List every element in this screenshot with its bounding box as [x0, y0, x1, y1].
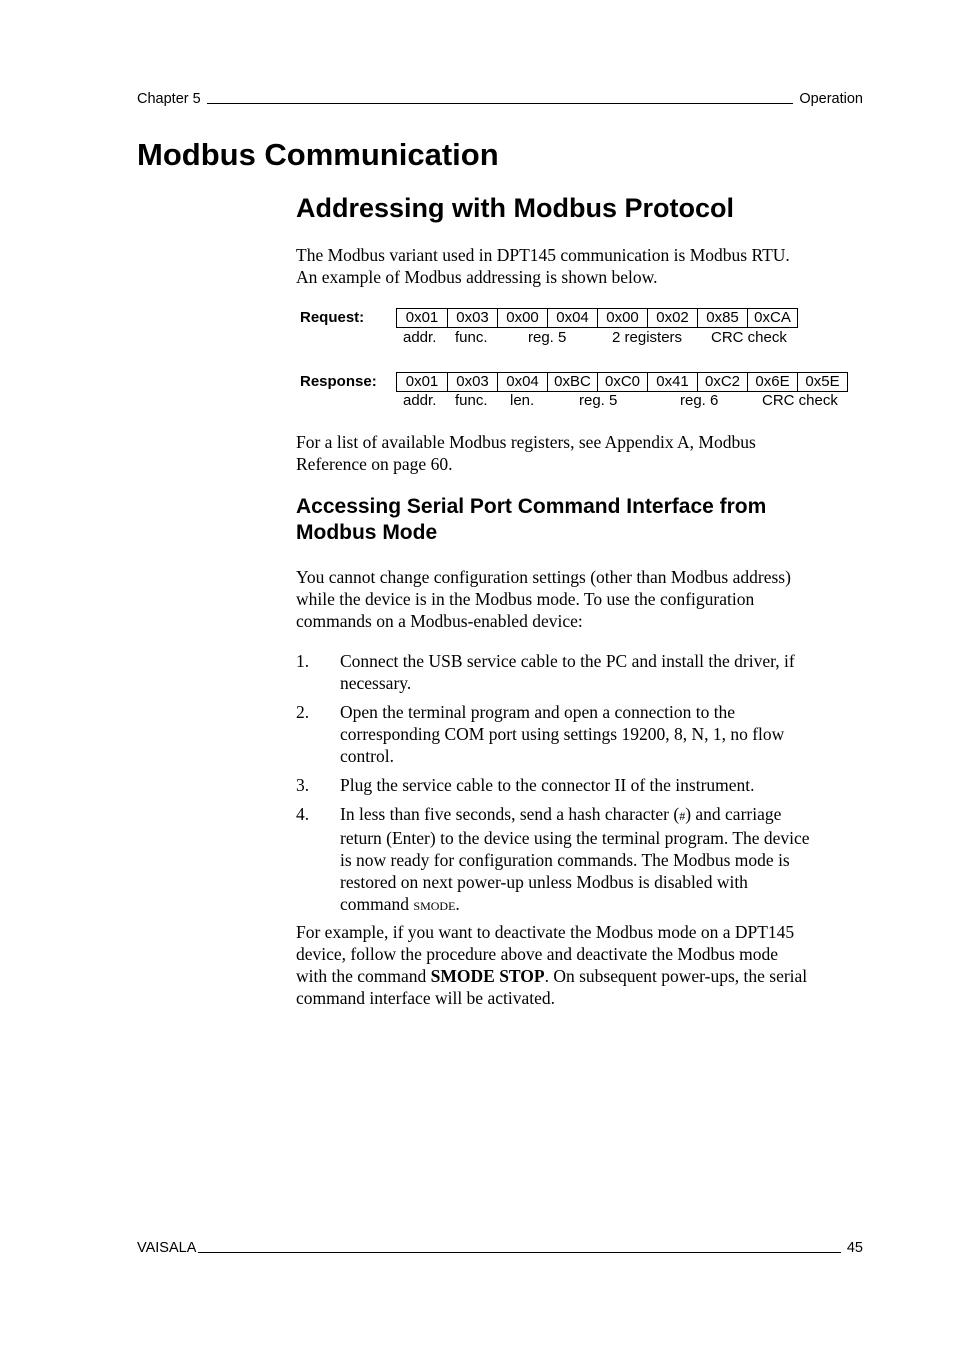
- response-byte: 0x41: [647, 373, 697, 391]
- request-byte: 0x04: [547, 309, 597, 327]
- registers-note: For a list of available Modbus registers, see Appendix A, Modbus Reference on page 60.: [296, 432, 756, 474]
- intro-paragraph: The Modbus variant used in DPT145 communication is Modbus RTU. An example of Modbus addressing is shown below.: [296, 245, 790, 287]
- response-annotation: addr.: [403, 392, 437, 409]
- list-item: [296, 803, 862, 915]
- request-frame: [396, 308, 798, 328]
- response-byte: 0x01: [405, 373, 439, 390]
- hash-character: #: [679, 809, 686, 823]
- procedure-steps: [296, 650, 862, 922]
- request-byte: 0x01: [405, 309, 439, 326]
- list-item: [296, 701, 862, 767]
- request-annotation: func.: [455, 329, 488, 346]
- request-byte: 0x00: [497, 309, 547, 327]
- response-byte: 0xC2: [697, 373, 747, 391]
- response-annotation: len.: [510, 392, 535, 409]
- step-number: 4.: [296, 804, 310, 824]
- closing-paragraph: For example, if you want to deactivate the Modbus mode on a DPT145 device, follow the procedure above and deactivate the Modbus mode with the command SMODE STOP. On subsequent power-ups, the serial command interface will be activated.: [296, 922, 808, 1008]
- step-text: In less than five seconds, send a hash character (#) and carriage return (Enter) to the device using the terminal program. The device is now ready for configuration commands. The Modbus mode is restored on next power-up unless Modbus is disabled with command smode.: [340, 804, 810, 914]
- response-annotation: reg. 5: [579, 392, 618, 409]
- command-smode: smode: [413, 894, 456, 914]
- request-byte: 0x03: [447, 309, 497, 327]
- command-smode-stop: SMODE STOP: [430, 966, 545, 986]
- header-rule: [207, 102, 794, 104]
- request-byte: 0xCA: [747, 309, 797, 327]
- chapter-label: Chapter 5: [137, 91, 201, 107]
- step-number: 2.: [296, 702, 310, 722]
- response-annotation: reg. 6: [680, 392, 719, 409]
- request-annotation: 2 registers: [612, 329, 683, 346]
- response-byte: 0xC0: [597, 373, 647, 391]
- response-annotation: CRC check: [762, 392, 838, 409]
- list-item: [296, 774, 862, 796]
- response-label: Response:: [300, 373, 377, 390]
- response-byte: 0x03: [447, 373, 497, 391]
- request-annotation: CRC check: [711, 329, 787, 346]
- page-footer: [137, 1239, 863, 1257]
- response-byte: 0x04: [497, 373, 547, 391]
- request-byte: 0x85: [697, 309, 747, 327]
- page-header: [137, 90, 863, 108]
- response-byte: 0x5E: [797, 373, 847, 391]
- access-intro-paragraph: You cannot change configuration settings (other than Modbus address) while the device is in the Modbus mode. To use the configuration commands on a Modbus-enabled device:: [296, 567, 791, 631]
- section-heading-addressing: Addressing with Modbus Protocol: [296, 193, 734, 223]
- step-text: Plug the service cable to the connector II of the instrument.: [340, 775, 755, 795]
- step-number: 1.: [296, 651, 310, 671]
- request-annotation: addr.: [403, 329, 437, 346]
- step-number: 3.: [296, 775, 310, 795]
- section-label: Operation: [799, 91, 863, 107]
- list-item: [296, 650, 862, 694]
- response-frame: [396, 372, 848, 392]
- page-number: 45: [846, 1240, 863, 1256]
- section-heading-serial-access: Accessing Serial Port Command Interface from Modbus Mode: [296, 495, 767, 544]
- company-name: VAISALA: [137, 1240, 197, 1256]
- request-byte: 0x02: [647, 309, 697, 327]
- response-byte: 0xBC: [547, 373, 597, 391]
- step-text: Connect the USB service cable to the PC and install the driver, if necessary.: [340, 651, 795, 693]
- request-label: Request:: [300, 309, 365, 326]
- response-byte: 0x6E: [747, 373, 797, 391]
- request-byte: 0x00: [597, 309, 647, 327]
- page-title: Modbus Communication: [137, 137, 499, 172]
- footer-rule: [198, 1251, 840, 1253]
- response-annotation: func.: [455, 392, 488, 409]
- step-text: Open the terminal program and open a connection to the corresponding COM port using settings 19200, 8, N, 1, no flow control.: [340, 702, 785, 766]
- request-annotation: reg. 5: [528, 329, 567, 346]
